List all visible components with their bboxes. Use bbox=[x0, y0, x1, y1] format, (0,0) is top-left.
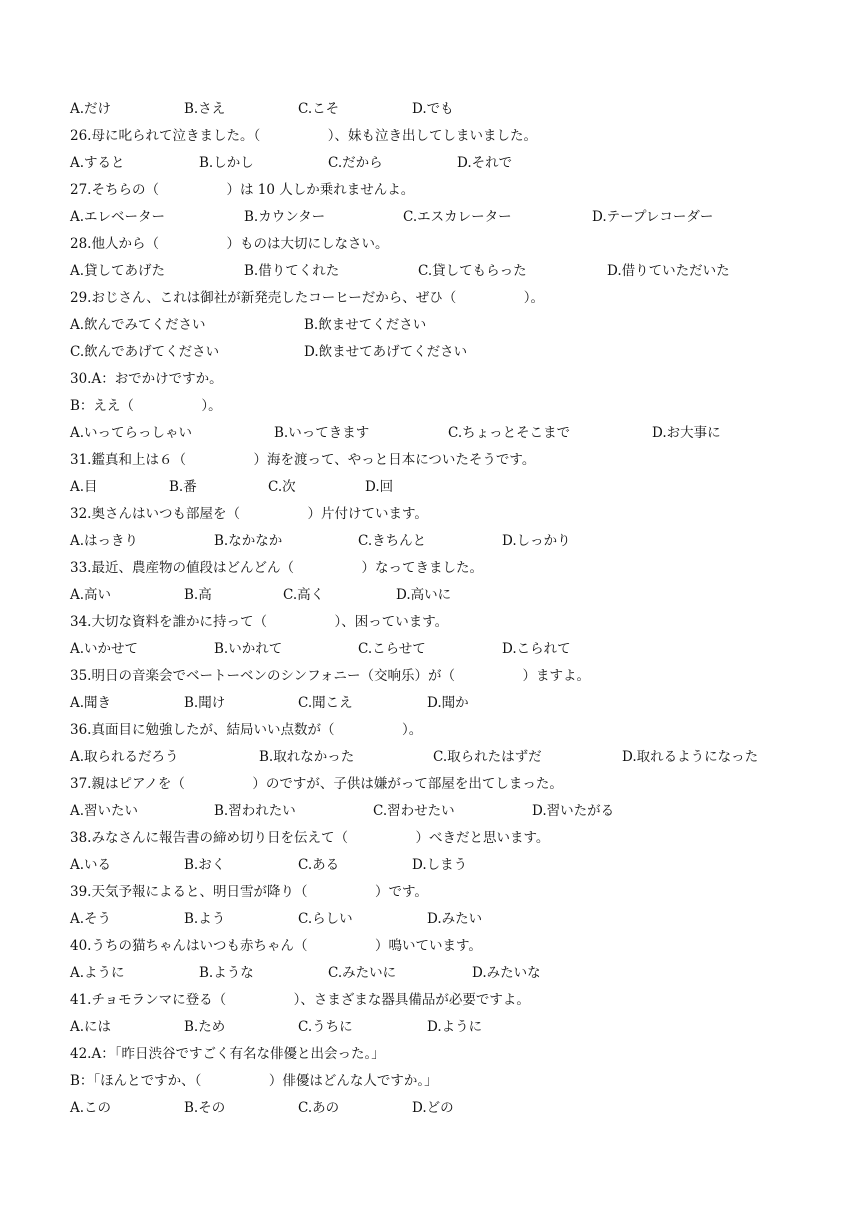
option-c: C.貸してもらった bbox=[418, 263, 527, 279]
options-row bbox=[70, 474, 830, 501]
option-b: B.ような bbox=[199, 965, 254, 981]
option-b: B.よう bbox=[184, 911, 226, 927]
option-d: D.しまう bbox=[412, 857, 468, 873]
option-c: C.あの bbox=[298, 1100, 340, 1116]
option-a: A.いってらっしゃい bbox=[70, 425, 193, 441]
options-row bbox=[70, 636, 830, 663]
options-row bbox=[70, 852, 830, 879]
option-a: A.貸してあげた bbox=[70, 263, 166, 279]
option-c: C.習わせたい bbox=[373, 803, 455, 819]
option-d: D.どの bbox=[412, 1100, 454, 1116]
option-d: D.借りていただいた bbox=[607, 263, 730, 279]
question-text: 40.うちの猫ちゃんはいつも赤ちゃん（ ）鳴いています。 bbox=[70, 938, 482, 954]
option-c: C.取られたはずだ bbox=[433, 749, 542, 765]
option-c: C.エスカレーター bbox=[403, 209, 512, 225]
option-d: D.お大事に bbox=[652, 425, 721, 441]
question-text: 42.A：「昨日渋谷ですごく有名な俳優と出会った。」 bbox=[70, 1046, 385, 1062]
question-text: 38.みなさんに報告書の締め切り日を伝えて（ ）べきだと思います。 bbox=[70, 830, 550, 846]
options-row bbox=[70, 96, 830, 123]
options-row bbox=[70, 258, 830, 285]
option-d: D.習いたがる bbox=[532, 803, 615, 819]
question-text: B：ええ（ ）。 bbox=[70, 398, 222, 414]
option-a: A.飲んでみてください bbox=[70, 317, 206, 333]
option-a: A.には bbox=[70, 1019, 112, 1035]
option-b: B.さえ bbox=[184, 101, 226, 117]
option-d: D.みたいな bbox=[472, 965, 541, 981]
option-c: C.きちんと bbox=[358, 533, 427, 549]
question-text: 29.おじさん、これは御社が新発売したコーヒーだから、ぜひ（ ）。 bbox=[70, 290, 544, 306]
options-row bbox=[70, 906, 830, 933]
option-c: C.うちに bbox=[298, 1019, 353, 1035]
option-a: A.この bbox=[70, 1100, 112, 1116]
question-text: 31.鑑真和上は６（ ）海を渡って、やっと日本についたそうです。 bbox=[70, 452, 536, 468]
option-c: C.次 bbox=[268, 479, 296, 495]
option-d: D.飲ませてあげてください bbox=[304, 344, 468, 360]
exam-page bbox=[70, 96, 830, 1122]
option-c: C.高く bbox=[283, 587, 325, 603]
option-c: C.ある bbox=[298, 857, 340, 873]
option-b: B.習われたい bbox=[214, 803, 296, 819]
options-row bbox=[70, 1014, 830, 1041]
option-b: B.高 bbox=[184, 587, 212, 603]
option-b: B.番 bbox=[169, 479, 197, 495]
options-row bbox=[70, 690, 830, 717]
option-b: B.おく bbox=[184, 857, 226, 873]
question-text: 26.母に叱られて泣きました。（ ）、妹も泣き出してしまいました。 bbox=[70, 128, 537, 144]
option-a: A.いる bbox=[70, 857, 112, 873]
options-row bbox=[70, 582, 830, 609]
option-c: C.だから bbox=[328, 155, 383, 171]
options-row bbox=[70, 420, 830, 447]
option-a: A.いかせて bbox=[70, 641, 139, 657]
option-d: D.でも bbox=[412, 101, 454, 117]
option-d: D.こられて bbox=[502, 641, 571, 657]
option-a: A.だけ bbox=[70, 101, 112, 117]
question-text: 30.A：おでかけですか。 bbox=[70, 371, 223, 387]
option-b: B.飲ませてください bbox=[304, 317, 427, 333]
option-c: C.飲んであげてください bbox=[70, 344, 220, 360]
option-d: D.回 bbox=[365, 479, 394, 495]
options-row bbox=[70, 798, 830, 825]
option-a: A.聞き bbox=[70, 695, 112, 711]
options-row bbox=[70, 528, 830, 555]
option-b: B.しかし bbox=[199, 155, 254, 171]
options-row bbox=[70, 960, 830, 987]
question-text: B：「ほんとですか、（ ）俳優はどんな人ですか。」 bbox=[70, 1073, 438, 1089]
option-b: B.カウンター bbox=[244, 209, 326, 225]
option-d: D.聞か bbox=[427, 695, 469, 711]
question-text: 41.チョモランマに登る（ ）、さまざまな器具備品が必要ですよ。 bbox=[70, 992, 530, 1008]
question-text: 36.真面目に勉強したが、結局いい点数が（ ）。 bbox=[70, 722, 423, 738]
option-d: D.みたい bbox=[427, 911, 483, 927]
option-c: C.みたいに bbox=[328, 965, 397, 981]
option-d: D.高いに bbox=[396, 587, 452, 603]
option-b: B.いかれて bbox=[214, 641, 283, 657]
option-c: C.らしい bbox=[298, 911, 353, 927]
question-text: 28.他人から（ ）ものは大切にしなさい。 bbox=[70, 236, 389, 252]
question-text: 37.親はピアノを（ ）のですが、子供は嫌がって部屋を出てしまった。 bbox=[70, 776, 563, 792]
option-a: A.高い bbox=[70, 587, 112, 603]
options-row bbox=[70, 744, 830, 771]
option-a: A.取られるだろう bbox=[70, 749, 179, 765]
options-row bbox=[70, 150, 830, 177]
option-b: B.取れなかった bbox=[259, 749, 355, 765]
option-a: A.ように bbox=[70, 965, 125, 981]
option-a: A.習いたい bbox=[70, 803, 139, 819]
options-row bbox=[70, 204, 830, 231]
option-a: A.目 bbox=[70, 479, 98, 495]
option-c: C.こそ bbox=[298, 101, 340, 117]
options-row bbox=[70, 312, 830, 339]
option-b: B.いってきます bbox=[274, 425, 370, 441]
option-d: D.しっかり bbox=[502, 533, 571, 549]
question-text: 35.明日の音楽会でベートーベンのシンフォニー（交响乐）が（ ）ますよ。 bbox=[70, 668, 590, 684]
question-text: 33.最近、農産物の値段はどんどん（ ）なってきました。 bbox=[70, 560, 483, 576]
option-a: A.すると bbox=[70, 155, 125, 171]
question-text: 27.そちらの（ ）は 10 人しか乗れませんよ。 bbox=[70, 182, 415, 198]
option-a: A.そう bbox=[70, 911, 112, 927]
option-c: C.聞こえ bbox=[298, 695, 353, 711]
option-a: A.エレベーター bbox=[70, 209, 166, 225]
option-d: D.テープレコーダー bbox=[592, 209, 714, 225]
option-c: C.こらせて bbox=[358, 641, 426, 657]
options-row bbox=[70, 339, 830, 366]
option-d: D.取れるようになった bbox=[622, 749, 759, 765]
option-b: B.聞け bbox=[184, 695, 226, 711]
option-d: D.それで bbox=[457, 155, 513, 171]
question-text: 32.奥さんはいつも部屋を（ ）片付けています。 bbox=[70, 506, 428, 522]
question-text: 34.大切な資料を誰かに持って（ ）、困っています。 bbox=[70, 614, 449, 630]
option-b: B.借りてくれた bbox=[244, 263, 340, 279]
question-text: 39.天気予報によると、明日雪が降り（ ）です。 bbox=[70, 884, 428, 900]
option-b: B.ため bbox=[184, 1019, 226, 1035]
option-c: C.ちょっとそこまで bbox=[448, 425, 571, 441]
option-b: B.その bbox=[184, 1100, 226, 1116]
options-row bbox=[70, 1095, 830, 1122]
option-b: B.なかなか bbox=[214, 533, 283, 549]
option-a: A.はっきり bbox=[70, 533, 139, 549]
option-d: D.ように bbox=[427, 1019, 483, 1035]
